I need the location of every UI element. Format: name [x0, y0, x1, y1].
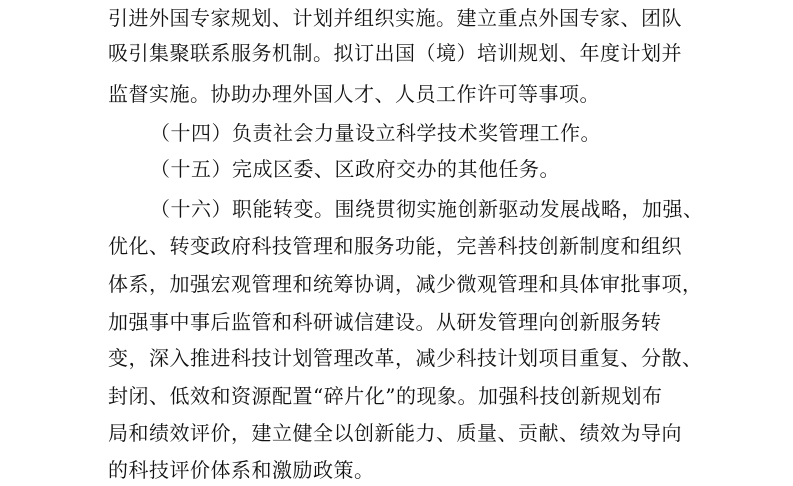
text-line-6: （十六）职能转变。围绕贯彻实施创新驱动发展战略，加强、 [150, 197, 704, 221]
text-line-1: 引进外国专家规划、计划并组织实施。建立重点外国专家、团队 [108, 6, 682, 30]
text-line-2: 吸引集聚联系服务机制。拟订出国（境）培训规划、年度计划并 [108, 41, 682, 65]
text-line-4: （十四）负责社会力量设立科学技术奖管理工作。 [150, 121, 601, 145]
text-line-3: 监督实施。协助办理外国人才、人员工作许可等事项。 [108, 82, 600, 106]
text-line-7: 优化、转变政府科技管理和服务功能，完善科技创新制度和组织 [108, 234, 682, 258]
text-line-8: 体系，加强宏观管理和统筹协调，减少微观管理和具体审批事项， [108, 272, 703, 296]
text-line-13: 的科技评价体系和激励政策。 [108, 458, 375, 482]
text-line-5: （十五）完成区委、区政府交办的其他任务。 [150, 157, 560, 181]
text-line-9: 加强事中事后监管和科研诚信建设。从研发管理向创新服务转 [108, 310, 662, 334]
text-line-11: 封闭、低效和资源配置“碎片化”的现象。加强科技创新规划布 [108, 384, 663, 408]
text-line-12: 局和绩效评价，建立健全以创新能力、质量、贡献、绩效为导向 [108, 421, 682, 445]
text-line-10: 变，深入推进科技计划管理改革，减少科技计划项目重复、分散、 [108, 346, 703, 370]
